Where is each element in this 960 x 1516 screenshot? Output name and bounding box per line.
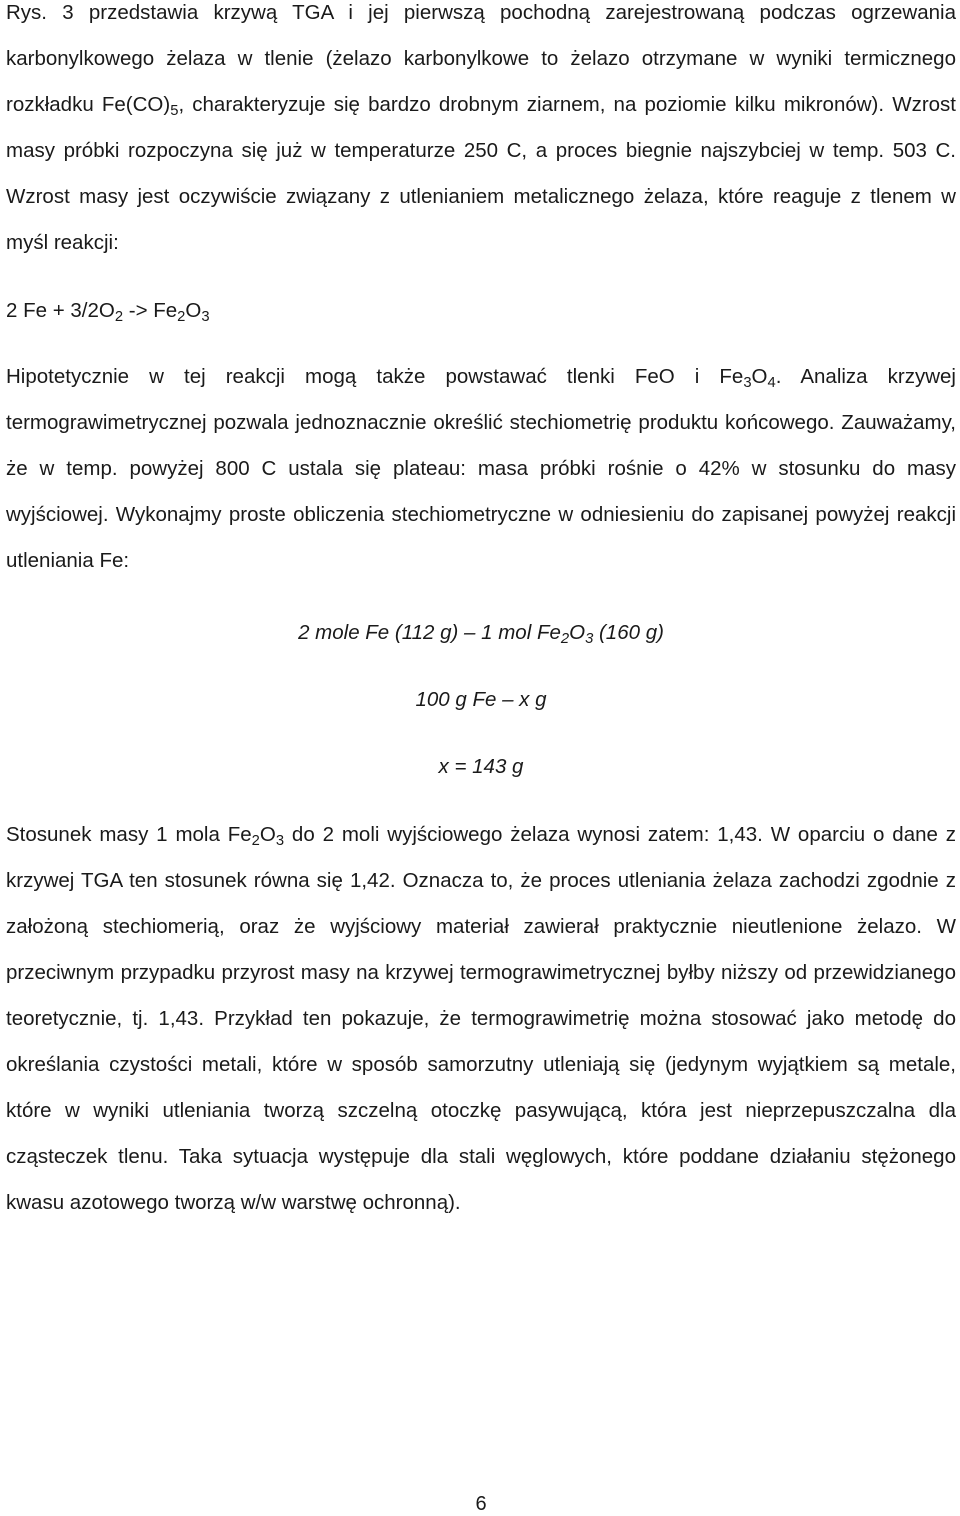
calculation-line-2: 100 g Fe – x g — [415, 688, 547, 711]
subscript: 2 — [114, 309, 124, 326]
subscript: 4 — [767, 375, 776, 392]
subscript: 2 — [560, 631, 570, 648]
calculation-text: O — [569, 621, 586, 644]
document-page — [6, 0, 956, 1515]
calculation-text: (160 g) — [593, 621, 664, 644]
subscript: 3 — [743, 375, 752, 392]
reaction-equation — [6, 288, 956, 334]
paragraph-text: . Analiza krzywej termograwimetrycznej pozwala jednoznacznie określić stechiometrię produktu końcowego. Zauważamy, że w temp. powyżej 800 C ustala się plateau: masa próbki rośnie o 42% w stosunku do masy wyjściowej. Wykonajmy proste obliczenia stechiometryczne w odniesieniu do zapisanej powyżej reakcji utleniania Fe: — [6, 365, 956, 572]
subscript: 5 — [170, 103, 179, 120]
paragraph-hypothesis — [6, 354, 956, 584]
paragraph-text: O — [259, 823, 276, 846]
subscript: 3 — [201, 309, 210, 326]
paragraph-text: do 2 moli wyjściowego żelaza wynosi zatem: 1,43. W oparciu o dane z krzywej TGA ten stosunek równa się 1,42. Oznacza to, że proces utleniania żelaza zachodzi zgodnie z założoną stechiomerią, oraz że wyjściowy materiał zawierał praktycznie nieutlenione żelazo. W przeciwnym przypadku przyrost masy na krzywej termograwimetrycznej byłby niższy od przewidzianego teoretycznie, tj. 1,43. Przykład ten pokazuje, że termograwimetrię można stosować jako metodę do określania czystości metali, które w sposób samorzutny utleniają się (jedynym wyjątkiem są metale, które w wyniki utleniania tworzą szczelną otoczkę pasywującą, która jest nieprzepuszczalna dla cząsteczek tlenu. Taka sytuacja występuje dla stali węglowych, które poddane działaniu stężonego kwasu azotowego tworzą w/w warstwę ochronną). — [6, 823, 957, 1214]
equation-text: -> Fe — [123, 299, 178, 322]
subscript: 3 — [585, 631, 594, 648]
calculation-text: 2 mole Fe (112 g) – 1 mol Fe — [298, 621, 561, 644]
paragraph-tga-intro — [6, 0, 956, 266]
calculation-line-1 — [6, 610, 956, 656]
paragraph-text: Stosunek masy 1 mola Fe — [6, 823, 252, 846]
subscript: 2 — [251, 833, 260, 850]
paragraph-text: O — [751, 365, 768, 388]
paragraph-conclusion — [6, 812, 956, 1226]
page-number: 6 — [475, 1493, 487, 1515]
equation-text: O — [185, 299, 202, 322]
subscript: 2 — [177, 309, 186, 326]
paragraph-text: Rys. 3 przedstawia krzywą TGA i jej pierwszą pochodną zarejestrowaną podczas ogrzewania karbonylkowego żelaza w tlenie (żelazo karbonylkowe to żelazo otrzymane w wyniki termicznego rozkładku Fe(CO) — [6, 1, 956, 116]
calculation-line-3: x = 143 g — [438, 755, 524, 778]
paragraph-text: , charakteryzuje się bardzo drobnym ziarnem, na poziomie kilku mikronów). Wzrost masy próbki rozpoczyna się już w temperaturze 250 C, a proces biegnie najszybciej w temp. 503 C. Wzrost masy jest oczywiście związany z utlenianiem metalicznego żelaza, które reaguje z tlenem w myśl reakcji: — [6, 93, 957, 254]
paragraph-text: Hipotetycznie w tej reakcji mogą także powstawać tlenki FeO i Fe — [6, 365, 744, 388]
equation-text: 2 Fe + 3/2O — [6, 299, 115, 322]
subscript: 3 — [275, 833, 285, 850]
